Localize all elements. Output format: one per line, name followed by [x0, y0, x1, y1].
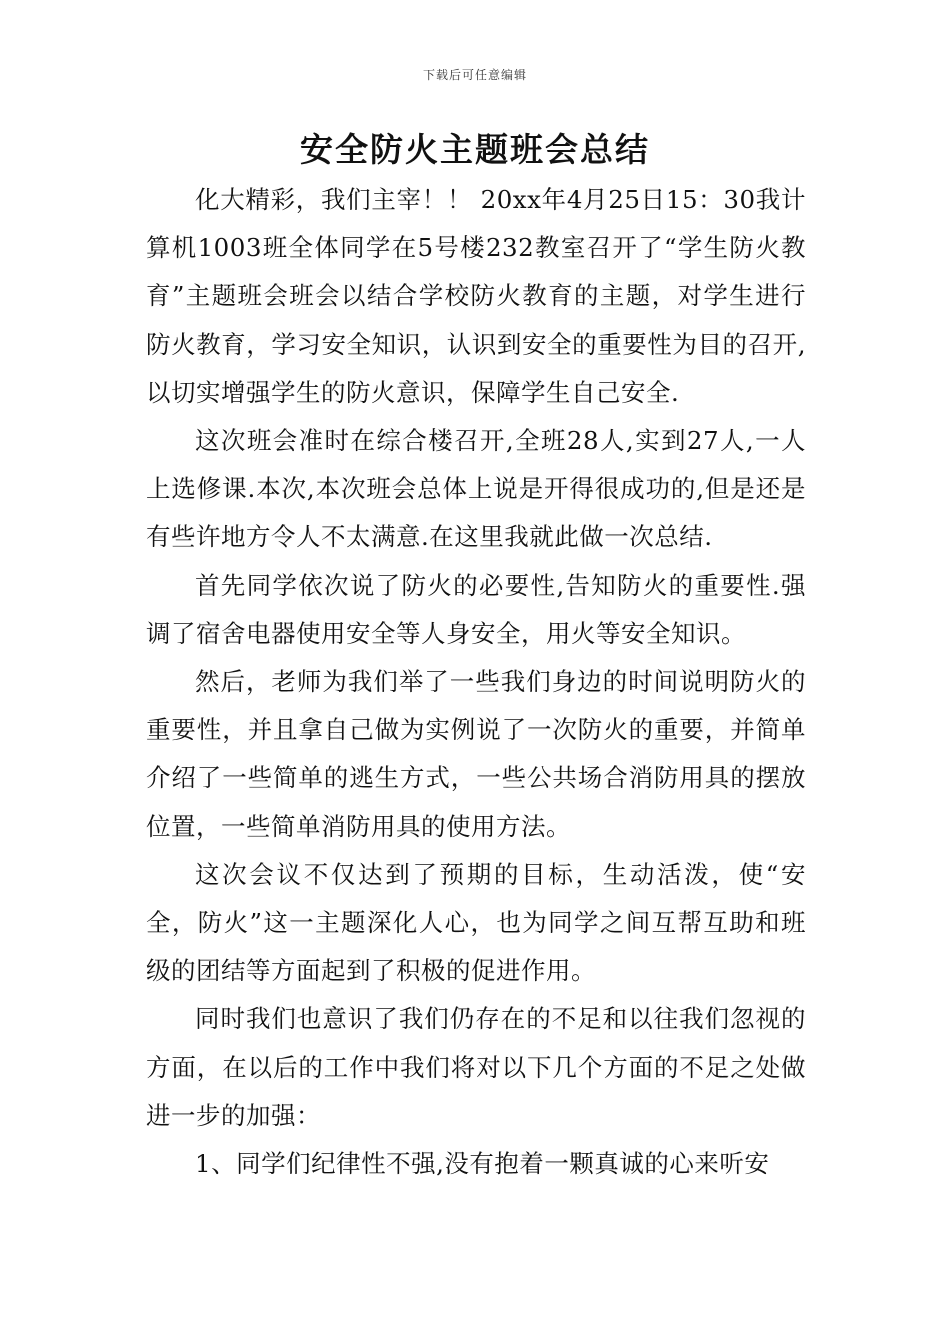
header-note: 下载后可任意编辑 [422, 68, 527, 82]
paragraph-intro: 化大精彩，我们主宰！！ 20xx年4月25日15：30我计算机1003班全体同学在5号楼232教室召开了“学生防火教育”主题班会班会以结合学校防火教育的主题，对学生进行防火教育，学习安全知识，认识到安全的重要性为目的召开,以切实增强学生的防火意识，保障学生自己安全. [146, 185, 806, 407]
paragraph-list-item-1: 1、同学们纪律性不强,没有抱着一颗真诚的心来听安 [195, 1149, 770, 1179]
document-body [146, 176, 806, 1188]
document-title: 安全防火主题班会总结 [300, 130, 650, 169]
paragraph-attendance: 这次班会准时在综合楼召开,全班28人,实到27人,一人上选修课.本次,本次班会总体上说是开得很成功的,但是还是有些许地方令人不太满意.在这里我就此做一次总结. [146, 426, 806, 552]
paragraph-then: 然后，老师为我们举了一些我们身边的时间说明防火的重要性，并且拿自己做为实例说了一次防火的重要，并简单介绍了一些简单的逃生方式，一些公共场合消防用具的摆放位置，一些简单消防用具的使用方法。 [146, 667, 806, 841]
paragraph-shortcomings: 同时我们也意识了我们仍存在的不足和以往我们忽视的方面，在以后的工作中我们将对以下几个方面的不足之处做进一步的加强： [146, 1004, 806, 1130]
paragraph-outcome: 这次会议不仅达到了预期的目标，生动活泼，使“安全，防火”这一主题深化人心，也为同学之间互帮互助和班级的团结等方面起到了积极的促进作用。 [146, 859, 806, 986]
paragraph-first: 首先同学依次说了防火的必要性,告知防火的重要性.强调了宿舍电器使用安全等人身安全，用火等安全知识。 [146, 570, 806, 648]
